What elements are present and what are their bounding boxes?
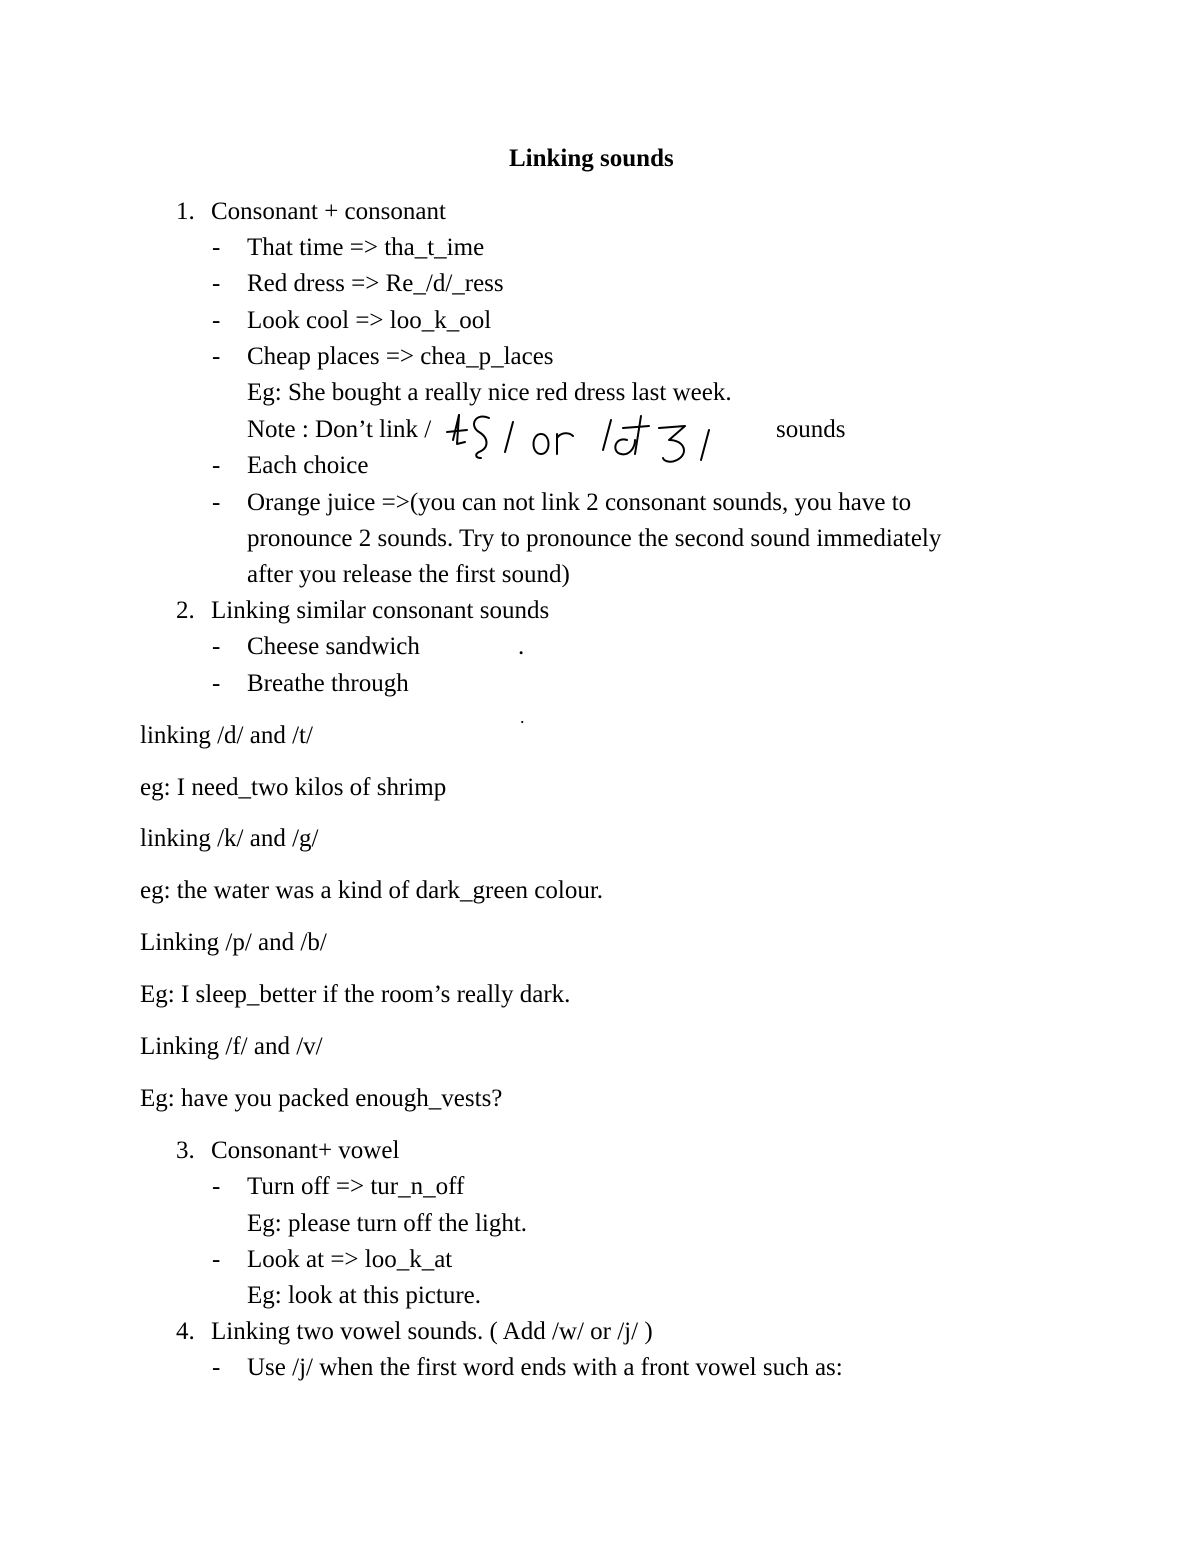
- list-item: That time => tha_t_ime: [247, 234, 485, 261]
- paragraph: Linking /p/ and /b/: [140, 929, 327, 956]
- example-sentence: Eg: She bought a really nice red dress last week.: [247, 379, 732, 406]
- section-heading-1: Consonant + consonant: [211, 198, 446, 225]
- example-sentence: Eg: look at this picture.: [247, 1282, 481, 1309]
- list-item: Use /j/ when the first word ends with a front vowel such as:: [247, 1354, 843, 1381]
- bullet-dash: -: [212, 489, 221, 516]
- note-suffix: sounds: [776, 416, 846, 443]
- bullet-dash: -: [212, 343, 221, 370]
- bullet-dash: -: [212, 1354, 221, 1381]
- stray-mark: .: [520, 707, 525, 727]
- paragraph: Eg: have you packed enough_vests?: [140, 1085, 503, 1112]
- paragraph: linking /k/ and /g/: [140, 825, 319, 852]
- bullet-dash: -: [212, 1173, 221, 1200]
- paragraph: eg: I need_two kilos of shrimp: [140, 774, 447, 801]
- section-heading-2: Linking similar consonant sounds: [211, 597, 550, 624]
- bullet-dash: -: [212, 307, 221, 334]
- section-heading-4: Linking two vowel sounds. ( Add /w/ or /j/ ): [211, 1318, 653, 1345]
- list-item: Orange juice =>(you can not link 2 consonant sounds, you have to: [247, 489, 912, 516]
- bullet-dash: -: [212, 270, 221, 297]
- section-number-1: 1.: [176, 198, 195, 225]
- list-item: Breathe through: [247, 670, 409, 697]
- list-item: Cheese sandwich: [247, 633, 420, 660]
- section-heading-3: Consonant+ vowel: [211, 1137, 400, 1164]
- list-item-continuation: after you release the first sound): [247, 561, 570, 588]
- example-sentence: Eg: please turn off the light.: [247, 1210, 528, 1237]
- stray-mark: .: [518, 633, 525, 660]
- section-number-2: 2.: [176, 597, 195, 624]
- note-text: Note : Don’t link /: [247, 416, 432, 443]
- bullet-dash: -: [212, 670, 221, 697]
- list-item: Each choice: [247, 452, 369, 479]
- handwritten-ipa-annotation: [445, 410, 725, 472]
- list-item: Turn off => tur_n_off: [247, 1173, 465, 1200]
- bullet-dash: -: [212, 234, 221, 261]
- section-number-3: 3.: [176, 1137, 195, 1164]
- paragraph: Eg: I sleep_better if the room’s really dark.: [140, 981, 571, 1008]
- paragraph: linking /d/ and /t/: [140, 722, 313, 749]
- page-title: Linking sounds: [509, 145, 674, 172]
- list-item-continuation: pronounce 2 sounds. Try to pronounce the second sound immediately: [247, 525, 942, 552]
- list-item: Look at => loo_k_at: [247, 1246, 453, 1273]
- bullet-dash: -: [212, 1246, 221, 1273]
- list-item: Cheap places => chea_p_laces: [247, 343, 554, 370]
- list-item: Red dress => Re_/d/_ress: [247, 270, 504, 297]
- bullet-dash: -: [212, 633, 221, 660]
- bullet-dash: -: [212, 452, 221, 479]
- paragraph: Linking /f/ and /v/: [140, 1033, 323, 1060]
- paragraph: eg: the water was a kind of dark_green colour.: [140, 877, 604, 904]
- section-number-4: 4.: [176, 1318, 195, 1345]
- list-item: Look cool => loo_k_ool: [247, 307, 492, 334]
